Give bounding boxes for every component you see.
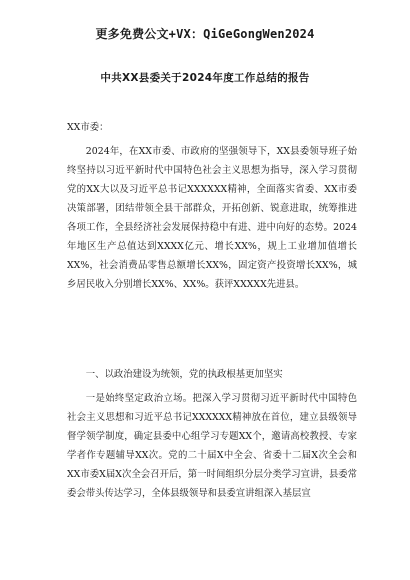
body-paragraph-1: 2024年，在XX市委、市政府的坚强领导下，XX县委领导班子始终坚持以习近平新时代中国特色社会主义思想为指导，深入学习贯彻党的XX大以及习近平总书记XXXXXX精神，全面落实省委、XX市委决策部署，团结带领全县干部群众，开拓创新、锐意进取，统筹推进各项工作，全县经济社会发展保持稳中有进、进中向好的态势。2024年地区生产总值达到XXXX亿元、增长XX%，规上工业增加值增长XX%，社会消费品零售总额增长XX%，固定资产投资增长XX%，城乡居民收入分别增长XX%、XX%。获评XXXXX先进县。 (67, 146, 357, 290)
salutation: XX市委： (67, 122, 109, 133)
promo-banner: 更多免费公文+VX：QiGeGongWen2024 (95, 27, 315, 41)
document-title: 中共XX县委关于2024年度工作总结的报告 (100, 72, 310, 84)
body-paragraph-2: 一是始终坚定政治立场。把深入学习贯彻习近平新时代中国特色社会主义思想和习近平总书记XXXXXX精神放在首位，建立县级领导督学领学制度，确定县委中心组学习专题XX个，邀请高校教授、专家学者作专题辅导XX次。党的二十届X中全会、省委十二届X次全会和XX市委X届X次全会召开后，第一时间组织分层分类学习宣讲，县委常委会带头传达学习，全体县级领导和县委宣讲组深入基层宣 (67, 393, 357, 499)
section-heading-1: 一、以政治建设为统领，党的执政根基更加坚实 (85, 369, 283, 380)
